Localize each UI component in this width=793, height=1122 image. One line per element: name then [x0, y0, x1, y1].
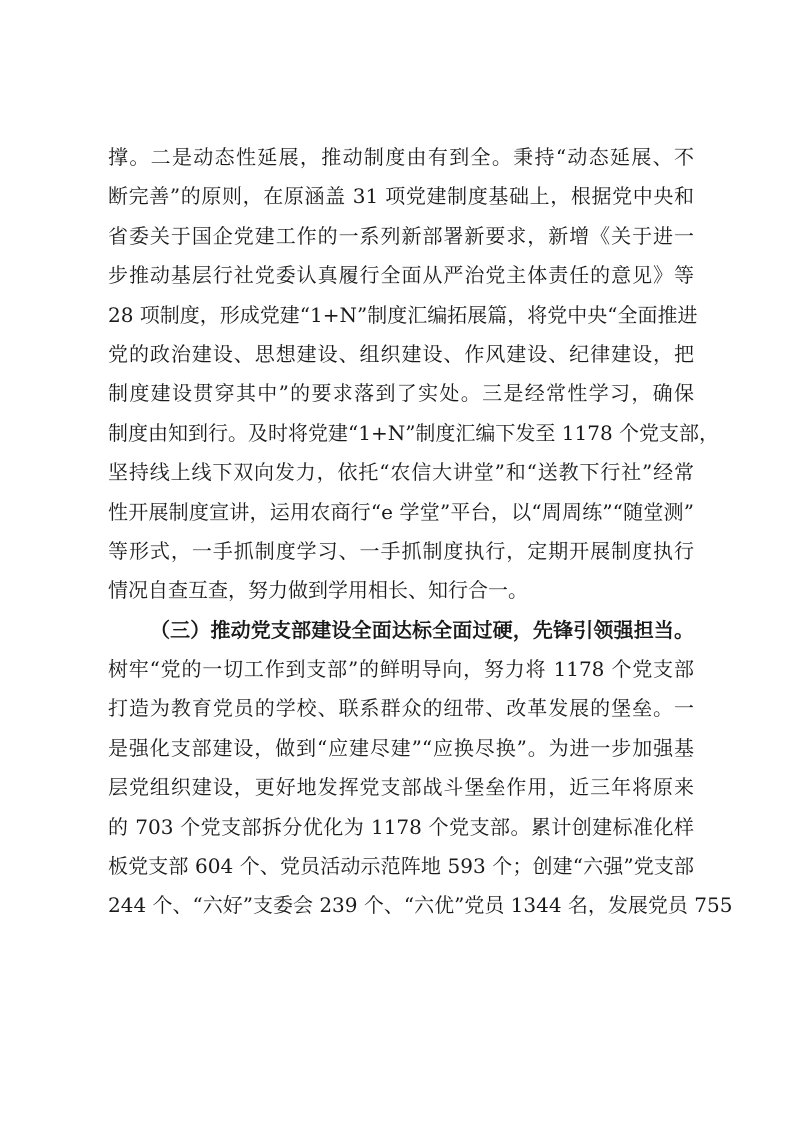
text-line: 等形式，一手抓制度学习、一手抓制度执行，定期开展制度执行 [108, 538, 694, 563]
text-line: 是强化支部建设，做到“应建尽建”“应换尽换”。为进一步加强基 [108, 735, 694, 760]
text-line: 性开展制度宣讲，运用农商行“e 学堂”平台，以“周周练”“随堂测” [108, 499, 694, 524]
text-line: 撑。二是动态性延展，推动制度由有到全。秉持“动态延展、不 [108, 145, 694, 169]
text-line: 的 703 个党支部拆分优化为 1178 个党支部。累计创建标准化样 [108, 814, 694, 839]
text-line: 制度建设贯穿其中”的要求落到了实处。三是经常性学习，确保 [108, 381, 694, 406]
text-line: 情况自查互查，努力做到学用相长、知行合一。 [108, 578, 528, 603]
text-line: 28 项制度，形成党建“1+N”制度汇编拓展篇，将党中央“全面推进 [108, 302, 698, 327]
text-line: 断完善”的原则，在原涵盖 31 项党建制度基础上，根据党中央和 [108, 184, 694, 209]
text-line: 党的政治建设、思想建设、组织建设、作风建设、纪律建设，把 [108, 341, 694, 366]
text-line: 板党支部 604 个、党员活动示范阵地 593 个；创建“六强”党支部 [108, 854, 694, 879]
paragraph-system-building [108, 138, 720, 611]
text-line: 层党组织建设，更好地发挥党支部战斗堡垒作用，近三年将原来 [108, 775, 694, 800]
document-body [108, 138, 733, 926]
text-line: 制度由知到行。及时将党建“1+N”制度汇编下发至 1178 个党支部， [108, 420, 720, 445]
text-line: 坚持线上线下双向发力，依托“农信大讲堂”和“送教下行社”经常 [108, 460, 694, 485]
text-line: 省委关于国企党建工作的一系列新部署新要求，新增《关于进一 [108, 223, 694, 248]
text-line: 步推动基层行社党委认真履行全面从严治党主体责任的意见》等 [108, 263, 694, 288]
text-line: 打造为教育党员的学校、联系群众的纽带、改革发展的堡垒。一 [108, 696, 694, 721]
paragraph-branch-building [108, 611, 733, 926]
text-line: 244 个、“六好”支委会 239 个、“六优”党员 1344 名，发展党员 755 [108, 893, 733, 918]
section-heading: （三）推动党支部建设全面达标全面过硬，先锋引领强担当。 [150, 617, 694, 642]
text-line: 树牢“党的一切工作到支部”的鲜明导向，努力将 1178 个党支部 [108, 657, 694, 682]
